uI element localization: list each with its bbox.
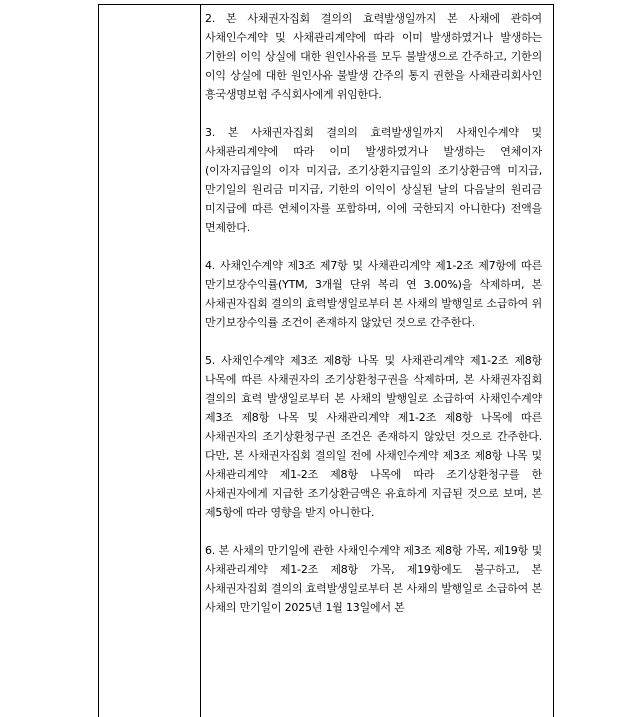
clause-3: 3. 본 사채권자집회 결의의 효력발생일까지 사채인수계약 및 사채관리계약에 따라 이미 발생하였거나 발생하는 연체이자(이자지급일의 이자 미지급, 조기상환지급일의 조기상환금액 미지급, 만기일의 원리금 미지급, 기한의 이익이 상실된 날의 다음날의 원리금 미지급에 따른 연체이자를 포함하며, 이에 국한되지 아니한다) 전액을 면제한다. — [205, 126, 542, 234]
column-divider — [200, 5, 201, 717]
clause-5: 5. 사채인수계약 제3조 제8항 나목 및 사채관리계약 제1-2조 제8항 나목에 따른 사채권자의 조기상환청구권을 삭제하며, 본 사채권자집회 결의의 효력 발생일로부터 본 사채의 발행일로 소급하여 사채인수계약 제3조 제8항 나목 및 사채관리계약 제1-2조 제8항 나목에 따른 사채권자의 조기상환청구권 조건은 존재하지 않았던 것으로 간주한다. 다만, 본 사채권자집회 결의일 전에 사채인수계약 제3조 제8항 나목 및 사채관리계약 제1-2조 제8항 나목에 따라 조기상환청구를 한 사채권자에게 지급한 조기상환금액은 유효하게 지급된 것으로 보며, 본 제5항에 따라 영향을 받지 아니한다. — [205, 354, 542, 519]
clause-6: 6. 본 사채의 만기일에 관한 사채인수계약 제3조 제8항 가목, 제19항 및 사채관리계약 제1-2조 제8항 가목, 제19항에도 불구하고, 본 사채권자집회 결의의 효력발생일로부터 본 사채의 발행일로 소급하여 본 사채의 만기일이 2025년 1월 13일에서 본 — [205, 544, 542, 614]
document-table — [98, 4, 554, 717]
clause-4: 4. 사채인수계약 제3조 제7항 및 사채관리계약 제1-2조 제7항에 따른 만기보장수익률(YTM, 3개월 단위 복리 연 3.00%)을 삭제하며, 본 사채권자집회 결의의 효력발생일로부터 본 사채의 발행일로 소급하여 위 만기보장수익률 조건이 존재하지 않았던 것으로 간주한다. — [205, 259, 542, 329]
content-cell — [205, 9, 542, 617]
clause-2: 2. 본 사채권자집회 결의의 효력발생일까지 본 사채에 관하여 사채인수계약 및 사채관리계약에 따라 이미 발생하였거나 발생하는 기한의 이익 상실에 대한 원인사유를 모두 불발생으로 간주하고, 기한의 이익 상실에 대한 원인사유 불발생 간주의 통지 권한을 사채관리회사인 흥국생명보험 주식회사에게 위임한다. — [205, 12, 542, 101]
